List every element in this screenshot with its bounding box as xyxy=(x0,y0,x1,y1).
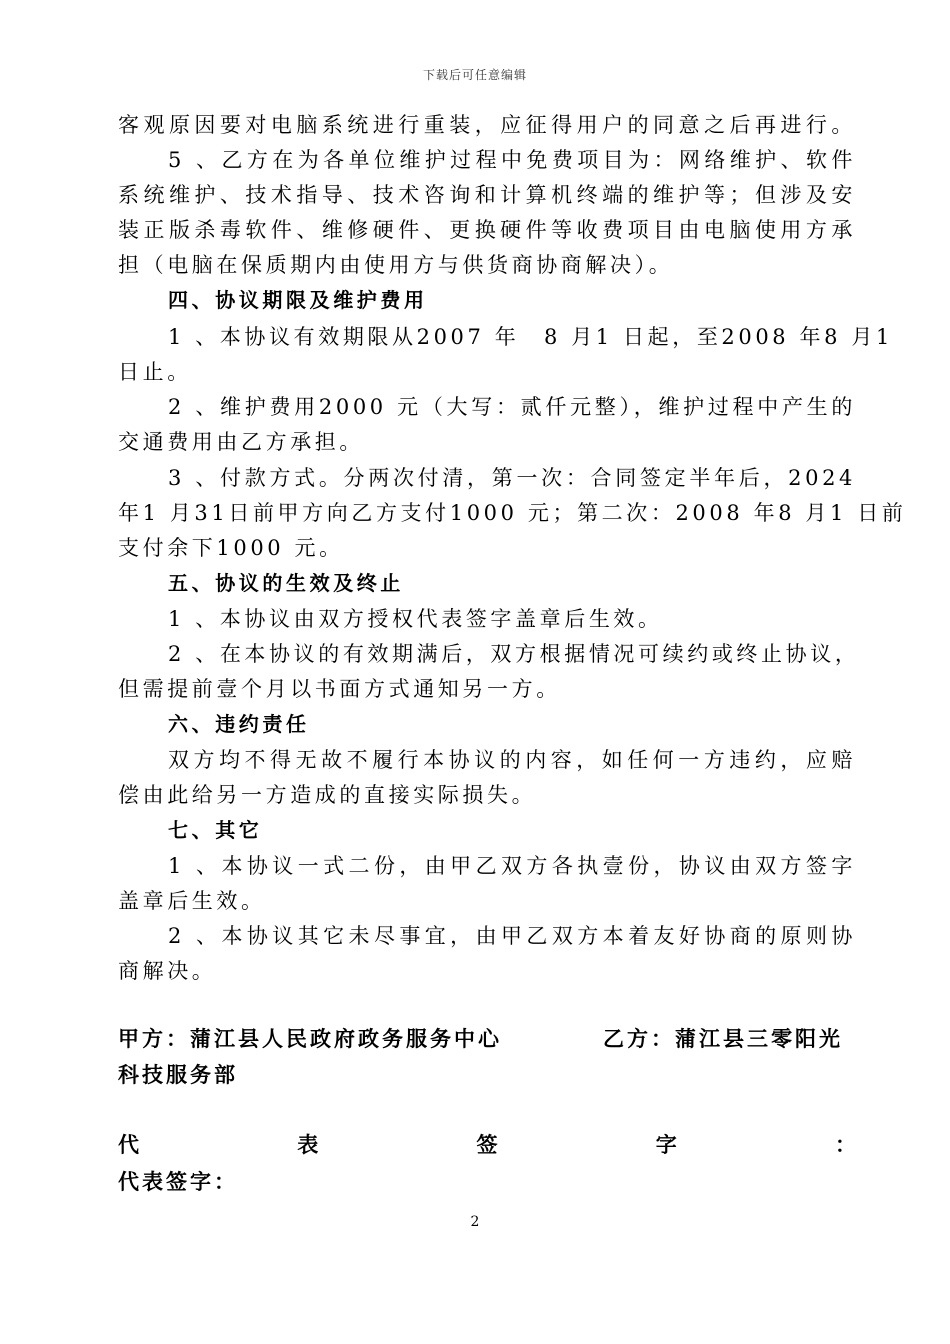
signature-row xyxy=(118,1128,856,1162)
section-heading-4: 四、协议期限及维护费用 xyxy=(168,288,428,312)
party-b-label-continued: 科技服务部 xyxy=(118,1063,238,1087)
paragraph-line: 但需提前壹个月以书面方式通知另一方。 xyxy=(118,677,561,701)
paragraph-line: 商解决。 xyxy=(118,959,217,983)
section-heading-5: 五、协议的生效及终止 xyxy=(168,571,404,595)
paragraph-line: 年1 月31日前甲方向乙方支付1000 元；第二次：2008 年8 月1 日前 xyxy=(118,501,907,525)
party-a-label: 甲方：蒲江县人民政府政务服务中心 xyxy=(118,1027,502,1051)
clause-4-3-line: 3 、付款方式。分两次付清，第一次：合同签定半年后，2024 xyxy=(168,466,856,490)
clause-4-2-line: 2 、维护费用2000 元（大写：贰仟元整），维护过程中产生的 xyxy=(168,395,856,419)
clause-5-1-line: 1 、本协议由双方授权代表签字盖章后生效。 xyxy=(168,607,663,631)
signature-char: 签 xyxy=(476,1133,498,1157)
clause-5-2-line: 2 、在本协议的有效期满后，双方根据情况可续约或终止协议， xyxy=(168,642,860,666)
paragraph-line: 支付余下1000 元。 xyxy=(118,536,344,560)
paragraph-line: 担（电脑在保质期内由使用方与供货商协商解决）。 xyxy=(118,253,674,277)
signature-label: 代表签字： xyxy=(118,1170,238,1194)
clause-4-1-line: 1 、本协议有效期限从2007 年 8 月1 日起，至2008 年8 月1 xyxy=(168,325,893,349)
signature-char: ： xyxy=(835,1133,856,1157)
paragraph-line: 交通费用由乙方承担。 xyxy=(118,430,364,454)
page-number: 2 xyxy=(470,1214,480,1230)
paragraph-line: 偿由此给另一方造成的直接实际损失。 xyxy=(118,783,537,807)
section-heading-7: 七、其它 xyxy=(168,818,263,842)
clause-6-line: 双方均不得无故不履行本协议的内容，如任何一方违约，应赔 xyxy=(168,748,856,772)
signature-char: 代 xyxy=(118,1133,139,1157)
paragraph-line: 系统维护、技术指导、技术咨询和计算机终端的维护等；但涉及安 xyxy=(118,183,856,207)
section-heading-6: 六、违约责任 xyxy=(168,712,310,736)
paragraph-line: 日止。 xyxy=(118,360,192,384)
clause-7-1-line: 1 、本协议一式二份，由甲乙双方各执壹份，协议由双方签字 xyxy=(168,854,856,878)
party-b-label: 乙方：蒲江县三零阳光 xyxy=(603,1027,843,1051)
clause-3-5-line: 5 、乙方在为各单位维护过程中免费项目为：网络维护、软件 xyxy=(168,148,856,172)
paragraph-line: 客观原因要对电脑系统进行重装，应征得用户的同意之后再进行。 xyxy=(118,113,856,137)
paragraph-line: 装正版杀毒软件、维修硬件、更换硬件等收费项目由电脑使用方承 xyxy=(118,218,856,242)
header-note: 下载后可任意编辑 xyxy=(422,68,527,82)
paragraph-line: 盖章后生效。 xyxy=(118,889,266,913)
signature-char: 字 xyxy=(655,1133,677,1157)
clause-7-2-line: 2 、本协议其它未尽事宜，由甲乙双方本着友好协商的原则协 xyxy=(168,924,856,948)
signature-char: 表 xyxy=(297,1133,319,1157)
